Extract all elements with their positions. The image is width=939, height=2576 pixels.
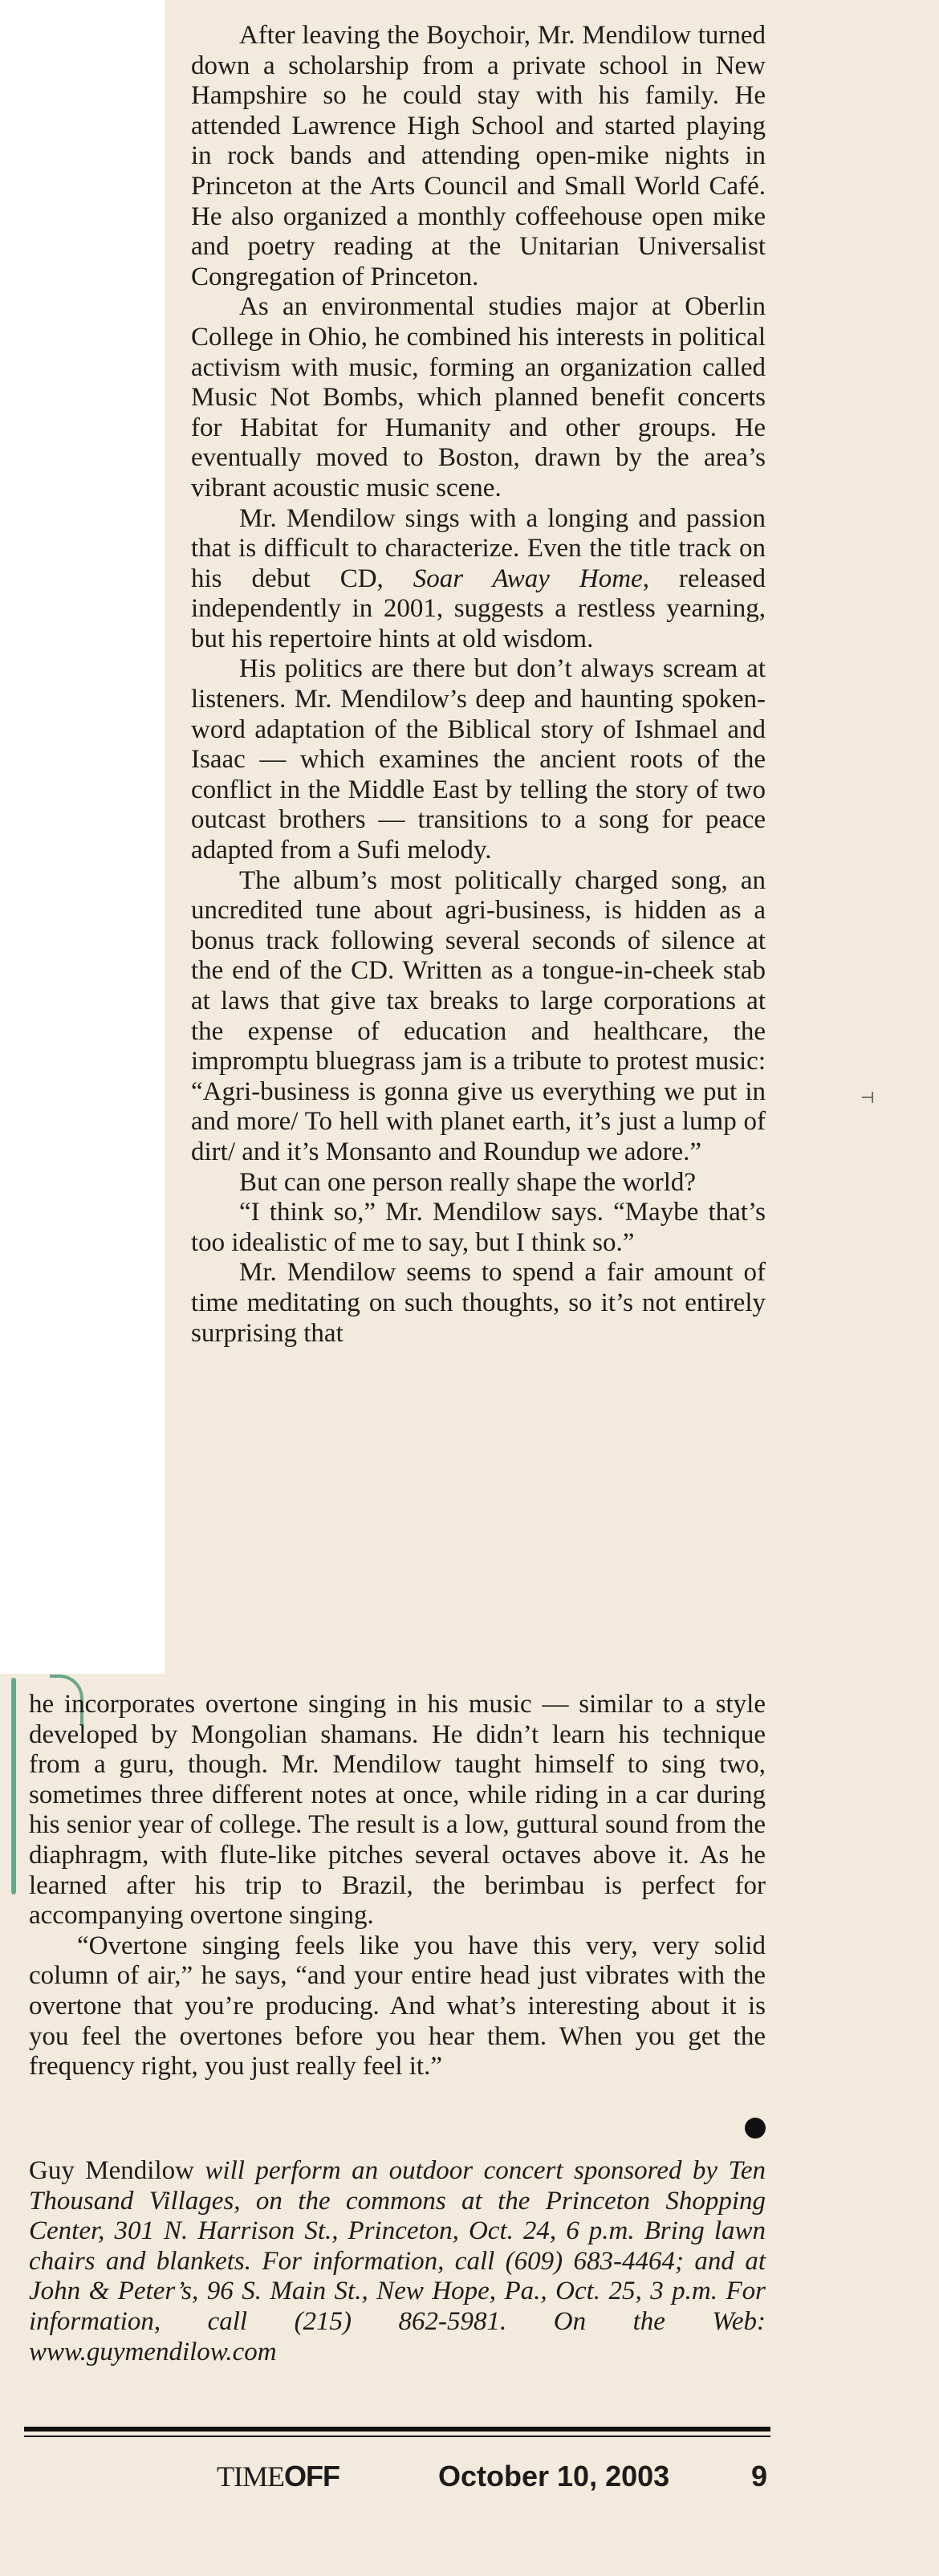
event-info: [29, 2156, 766, 2367]
cut-out-corner: [0, 0, 165, 1674]
article-paragraph: [191, 504, 766, 655]
footer-rule-thick: [24, 2427, 770, 2432]
event-details: will perform an outdoor concert sponsored by Ten Thousand Villages, on the commons at the Princeton Shopping Center, 301 N. Harrison St., Princeton, Oct. 24, 6 p.m. Bring lawn chairs and blankets. For information, call (609) 683-4464; and at John & Peter’s, 96 S. Main St., New Hope, Pa., Oct. 25, 3 p.m. For information, call (215) 862-5981. On the Web: www.guymendilow.com: [29, 2156, 766, 2366]
article-paragraph: Mr. Mendilow seems to spend a fair amount of time meditating on such thoughts, so it’s not entirely surprising that: [191, 1258, 766, 1348]
article-paragraph: After leaving the Boychoir, Mr. Mendilow turned down a scholarship from a private school in New Hampshire so he could stay with his family. He attended Lawrence High School and started playing in rock bands and attending open-mike nights in Princeton at the Arts Council and Small World Café. He also organized a monthly coffeehouse open mike and poetry reading at the Unitarian Universalist Congregation of Princeton.: [191, 21, 766, 291]
wide-column: [29, 1690, 766, 2082]
artist-name: Guy Mendilow: [29, 2156, 194, 2185]
article-paragraph: “Overtone singing feels like you have this very, very solid column of air,” he says, “and your entire head just vibrates with the overtone that you’re producing. And what’s interesting about it is you feel the overtones before you hear them. When you get the frequency right, you just really feel it.”: [29, 1931, 766, 2082]
issue-date: October 10, 2003: [438, 2460, 670, 2493]
page-number: 9: [750, 2460, 767, 2493]
brand-bold: OFF: [283, 2460, 339, 2493]
brand-regular: TIME: [217, 2460, 284, 2493]
margin-mark-icon: ⊣: [860, 1088, 875, 1107]
paragraph-text: Mr. Mendilow sings with a longing and passion that is difficult to characterize. Even the title track on his debut CD,: [191, 503, 766, 593]
pen-mark: [11, 1678, 16, 1894]
album-title: Soar Away Home: [413, 564, 643, 593]
end-mark-dot: [745, 2118, 766, 2139]
page-footer: [217, 2460, 770, 2500]
article-paragraph: The album’s most politically charged song, an uncredited tune about agri-business, is hidden as a bonus track following several seconds of silence at the end of the CD. Written as a tongue-in-cheek stab at laws that give tax breaks to large corporations at the expense of education and healthcare, the impromptu bluegrass jam is a tribute to protest music: “Agri-business is gonna give us everything we put in and more/ To hell with planet earth, it’s just a lump of dirt/ and it’s Monsanto and Roundup we adore.”: [191, 865, 766, 1166]
footer-rule-thin: [24, 2436, 770, 2437]
article-paragraph: “I think so,” Mr. Mendilow says. “Maybe that’s too idealistic of me to say, but I think so.”: [191, 1198, 766, 1257]
article-paragraph: But can one person really shape the world?: [239, 1167, 697, 1197]
article-paragraph: As an environmental studies major at Oberlin College in Ohio, he combined his interests in political activism with music, forming an organization called Music Not Bombs, which planned benefit concerts for Habitat for Humanity and other groups. He eventually moved to Boston, drawn by the area’s vibrant acoustic music scene.: [191, 292, 766, 503]
publication-name: [217, 2460, 339, 2493]
article-paragraph: His politics are there but don’t always scream at listeners. Mr. Mendilow’s deep and haunting spoken-word adaptation of the Biblical story of Ishmael and Isaac — which examines the ancient roots of the conflict in the Middle East by telling the story of two outcast brothers — transitions to a song for peace adapted from a Sufi melody.: [191, 654, 766, 865]
narrow-column: [191, 21, 766, 1349]
paragraph-text: , released independently in 2001, suggests a restless yearning, but his repertoire hints at old wisdom.: [191, 564, 766, 653]
article-paragraph-continued: he incorporates overtone singing in his music — similar to a style developed by Mongolian shamans. He didn’t learn his technique from a guru, though. Mr. Mendilow taught himself to sing two, sometimes three different notes at once, while riding in a car during his senior year of college. The result is a low, guttural sound from the diaphragm, with flute-like pitches several octaves above it. As he learned after his trip to Brazil, the berimbau is perfect for accompanying overtone singing.: [29, 1690, 766, 1931]
